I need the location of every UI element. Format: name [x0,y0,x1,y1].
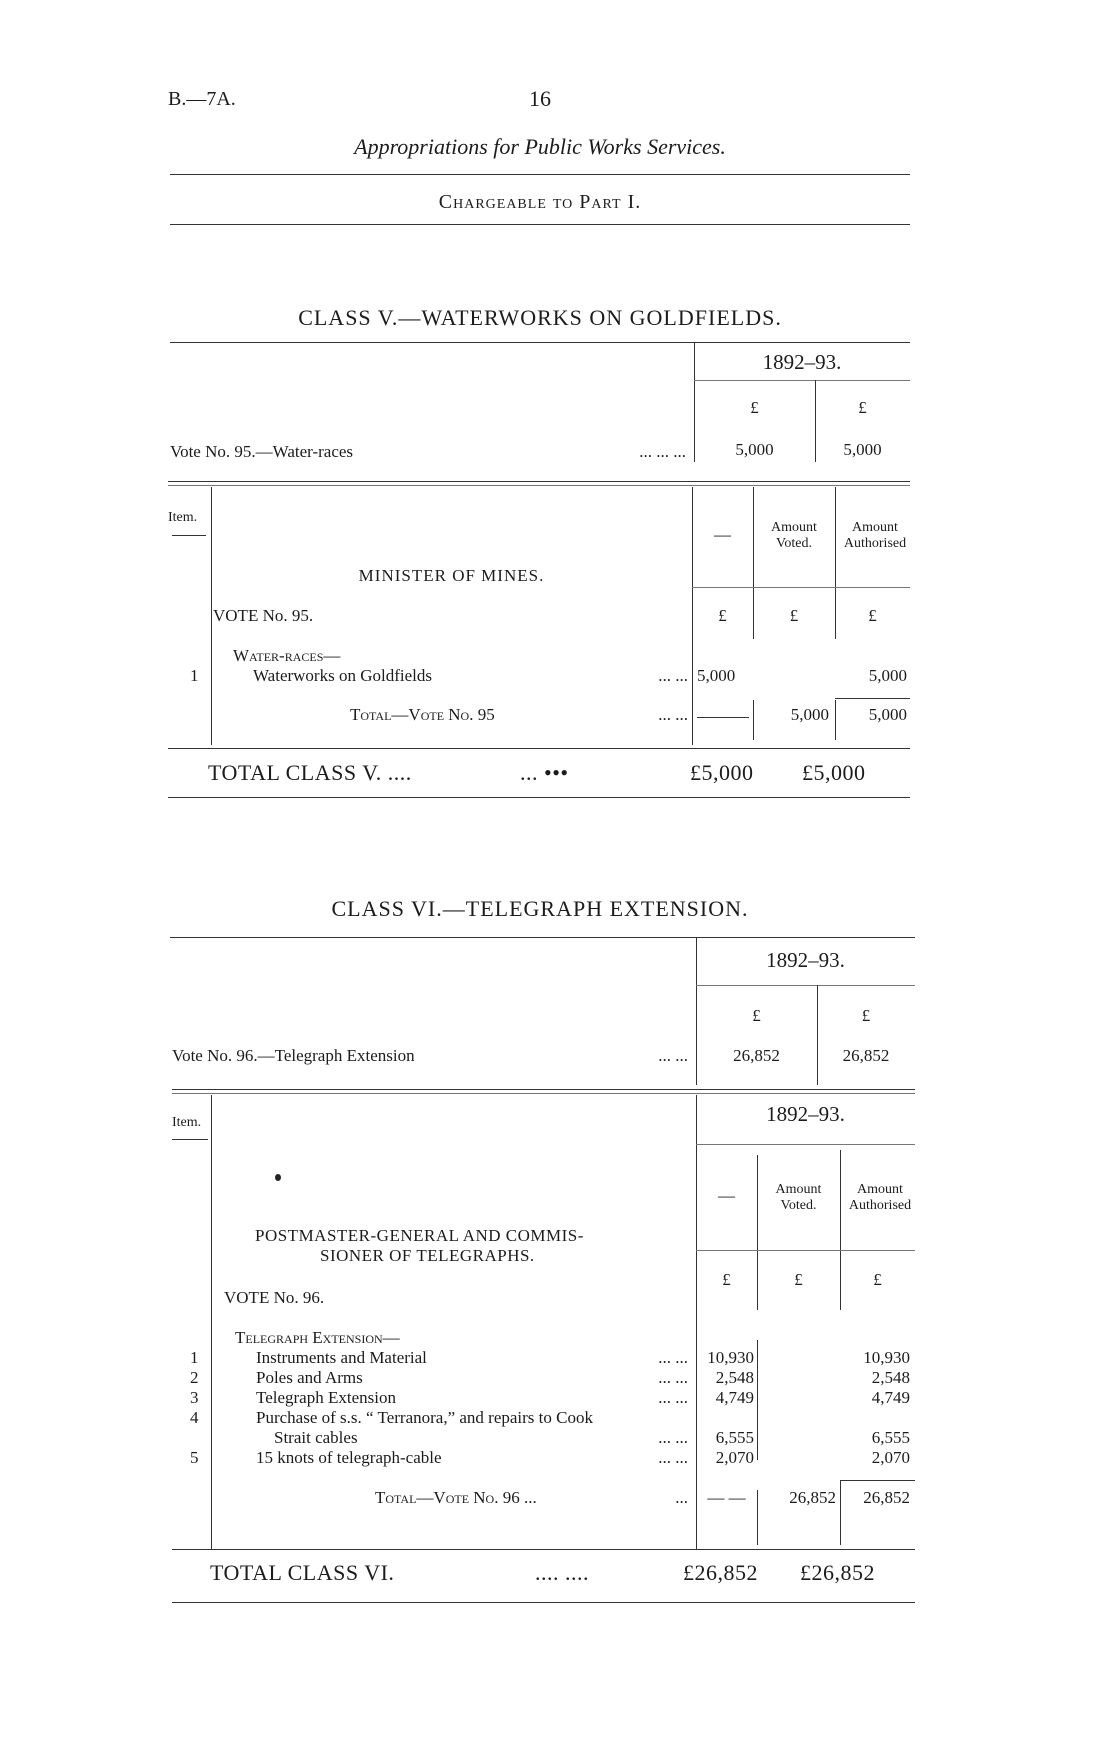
class6-item-amount-1: 6,555 [715,1428,754,1447]
class6-vote: VOTE No. 96. [224,1288,325,1307]
class6-detail-year: 1892–93. [766,1102,845,1126]
class5-item-label: Waterworks on Goldfields [253,666,432,685]
class5-vote-leader: ... ... ... [639,442,686,461]
class6-item-amount-3: 10,930 [863,1348,910,1367]
class6-subhead: Telegraph Extension— [235,1328,400,1347]
class5-amount-voted-header: Amount Voted. [771,520,817,551]
class5-vote-total-leader: ... ... [658,705,688,724]
page-number: 16 [529,86,551,111]
class6-summary-rule-top [170,937,915,938]
class6-total-rule [840,1480,915,1481]
class5-vote-total-dash [697,717,749,718]
class6-vote-amount-2: 26,852 [842,1046,890,1065]
class5-currency-1: £ [718,606,727,625]
class6-total-rule-top [172,1549,915,1550]
class5-total-amount-2: £5,000 [802,760,866,785]
class6-item-amount-3: 4,749 [871,1388,910,1407]
header-rule-bottom [170,224,910,225]
class6-vote-leader: ... ... [658,1046,688,1065]
class6-item-amount-1: 4,749 [715,1388,754,1407]
class5-vote-total-voted: 5,000 [790,705,829,724]
class6-total-amount-2: £26,852 [800,1560,875,1585]
class5-currency-3: £ [868,606,877,625]
class6-item-number: 5 [190,1448,199,1467]
class5-vote-label: Vote No. 95.—Water-races [170,442,354,461]
class6-item-amount-3: 2,070 [871,1448,910,1467]
class5-total-amount-1: £5,000 [690,760,754,785]
class6-header-rule [696,1250,915,1251]
class6-amount-authorised-header: Amount Authorised [848,1182,912,1213]
class5-summary-currency-1: £ [750,398,759,417]
class6-item-leader: ... ... [658,1388,688,1407]
page-subtitle: Chargeable to Part I. [438,191,642,213]
class6-item-leader: ... ... [658,1348,688,1367]
class5-item-amount-1: 5,000 [697,666,736,685]
class5-currency-2: £ [789,606,799,625]
class5-total-leader: ... ••• [520,760,569,785]
class6-summary-currency-2: £ [861,1006,871,1025]
class6-summary-col-divider [817,985,818,1085]
class6-item-label: Instruments and Material [256,1348,427,1367]
class6-summary-year-rule [696,985,915,986]
class6-item-amount-3: 2,548 [871,1368,910,1387]
class6-item-header-rule [172,1139,208,1140]
class6-vote-amount-1: 26,852 [733,1046,780,1065]
class5-vote: VOTE No. 95. [213,606,314,625]
class6-item-label: Poles and Arms [256,1368,363,1387]
class6-item-amount-1: 2,070 [715,1448,754,1467]
class6-minister-line1: POSTMASTER-GENERAL AND COMMIS- [255,1226,584,1245]
class6-currency-2: £ [794,1270,803,1289]
class6-item-leader: ... ... [658,1428,688,1447]
class5-amount-authorised-header: Amount Authorised [843,520,907,551]
class5-item-leader: ... ... [658,666,688,685]
class6-total-leader: .... .... [535,1560,589,1585]
class6-item-leader: ... ... [658,1448,688,1467]
class6-amount-divider [696,1095,697,1549]
class5-total-label: TOTAL CLASS V. .... [208,760,412,785]
class6-currency-3: £ [873,1270,882,1289]
page-title: Appropriations for Public Works Services. [354,134,726,159]
class5-summary-rule-top [170,342,910,343]
class5-subhead: Water-races— [233,646,341,665]
class6-item-header: Item. [172,1115,202,1130]
class5-detail-rule-top-2 [168,485,910,486]
class6-col1-divider-items [757,1340,758,1460]
class6-vote-label: Vote No. 96.—Telegraph Extension [172,1046,415,1065]
class6-item-label: Strait cables [274,1428,358,1447]
class6-item-number: 3 [190,1388,199,1407]
class6-detail-year-rule [696,1144,915,1145]
class6-item-leader: ... ... [658,1368,688,1387]
class6-item-amount-1: 2,548 [715,1368,754,1387]
class5-item-divider [211,487,212,745]
class5-item-amount-3: 5,000 [868,666,907,685]
ink-speck [275,1174,281,1181]
class6-total-rule-bottom [172,1602,915,1603]
class5-total-rule-top [168,748,910,749]
class5-summary-currency-2: £ [858,398,867,417]
class6-detail-rule-top [172,1089,915,1090]
class5-minister: MINISTER OF MINES. [358,566,545,585]
class6-amount-voted-header: Amount Voted. [775,1182,822,1213]
class6-summary-year: 1892–93. [766,948,845,972]
class6-vote-total-voted: 26,852 [789,1488,836,1507]
class6-item-label: 15 knots of telegraph-cable [256,1448,442,1467]
class5-item-number: 1 [190,666,199,685]
class6-item-amount-1: 10,930 [707,1348,754,1367]
class5-summary-year-rule [694,380,910,381]
class5-item-header-rule [172,535,206,536]
class6-dash-header: — [718,1186,735,1205]
class5-item-header: Item. [168,510,198,525]
class5-total-rule-bottom [168,797,910,798]
class5-dash-header: — [714,525,731,544]
class6-vote-total-dash: — — [707,1488,746,1507]
class6-total-amount-1: £26,852 [683,1560,758,1585]
class6-item-label: Purchase of s.s. “ Terranora,” and repairs to Cook [256,1408,593,1427]
class6-currency-1: £ [722,1270,731,1289]
class6-summary-currency-1: £ [752,1006,761,1025]
class6-vote-total-label: Total—Vote No. 96 ... [375,1488,537,1507]
class5-vote-amount-1: 5,000 [735,440,774,459]
header-rule-top [170,174,910,175]
class6-heading: CLASS VI.—TELEGRAPH EXTENSION. [331,896,749,921]
class5-summary-year: 1892–93. [762,350,842,374]
class6-item-number: 2 [190,1368,199,1387]
class5-vote-total-label: Total—Vote No. 95 [350,705,495,724]
class6-item-amount-3: 6,555 [871,1428,910,1447]
class5-heading: CLASS V.—WATERWORKS ON GOLDFIELDS. [298,305,782,330]
class6-item-label: Telegraph Extension [256,1388,396,1407]
class6-item-divider [211,1095,212,1549]
class5-total-rule [835,698,910,699]
class6-total-label: TOTAL CLASS VI. [210,1560,395,1585]
class6-vote-total-authorised: 26,852 [863,1488,910,1507]
class6-detail-rule-top-2 [172,1093,915,1094]
class6-minister-line2: SIONER OF TELEGRAPHS. [320,1246,535,1265]
class5-vote-amount-2: 5,000 [843,440,882,459]
document-reference: B.—7A. [168,88,236,110]
class5-header-rule [692,587,910,588]
class6-item-number: 1 [190,1348,199,1367]
class6-vote-total-leader: ... [675,1488,688,1507]
class6-item-number: 4 [190,1408,199,1427]
class5-vote-total-authorised: 5,000 [868,705,907,724]
class5-detail-rule-top [168,481,910,482]
